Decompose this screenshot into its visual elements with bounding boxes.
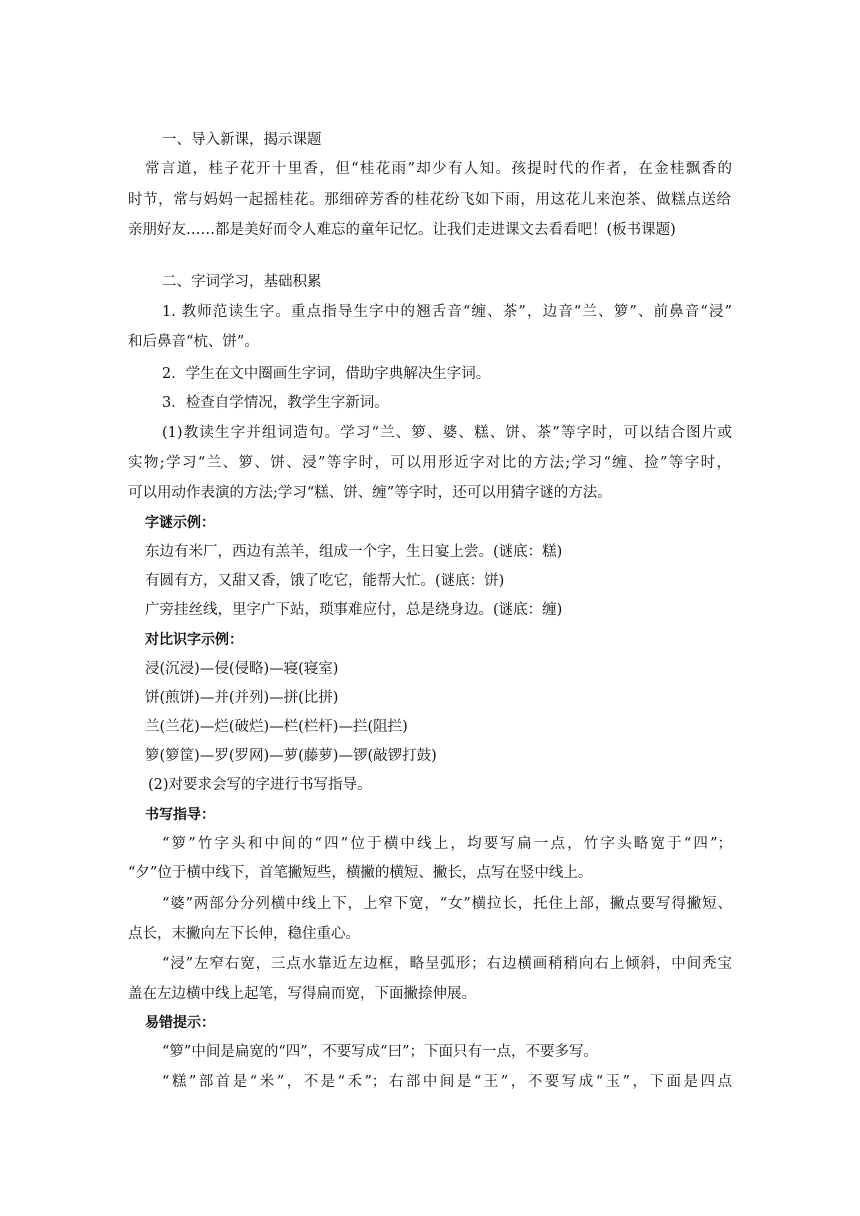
paragraph-line: 时节，常与妈妈一起摇桂花。那细碎芳香的桂花纷飞如下雨，用这花儿来泡茶、做糕点送给: [128, 192, 731, 208]
section-heading-1: 一、导入新课，揭示课题: [162, 132, 322, 148]
riddle-item: 东边有米厂，西边有羔羊，组成一个字，生日宴上尝。(谜底：糕): [145, 544, 563, 560]
paragraph-line: 亲朋好友……都是美好而令人难忘的童年记忆。让我们走进课文去看看吧！(板书课题): [128, 222, 676, 238]
paragraph-line: 盖在左边横中线上起笔，写得扁而宽，下面撇捺伸展。: [128, 986, 476, 1002]
paragraph-line: “婆”两部分分列横中线上下，上窄下宽，“女”横拉长，托住上部，撇点要写得撇短、: [162, 896, 732, 912]
paragraph-line: 常言道，桂子花开十里香，但“桂花雨”却少有人知。孩提时代的作者，在金桂飘香的: [145, 161, 732, 177]
riddle-item: 广旁挂丝线，里字广下站，琐事难应付，总是绕身边。(谜底：缠): [145, 602, 563, 618]
paragraph-line: 实物;学习“兰、箩、饼、浸”等字时，可以用形近字对比的方法;学习“缠、捡”等字时，: [128, 455, 731, 471]
paragraph-line: “夕”位于横中线下，首笔撇短些，横撇的横短、撇长，点写在竖中线上。: [128, 865, 593, 881]
compare-item: 饼(煎饼)—并(并列)—拼(比拼): [145, 690, 339, 706]
paragraph-line: 可以用动作表演的方法;学习“糕、饼、缠”等字时，还可以用猜字谜的方法。: [128, 485, 612, 501]
compare-title: 对比识字示例：: [145, 632, 243, 648]
paragraph-line: (1)教读生字并组词造句。学习“兰、箩、婆、糕、饼、茶”等字时，可以结合图片或: [162, 425, 732, 441]
paragraph-line: “糕”部首是“米”，不是“禾”；右部中间是“王”，不要写成“玉”，下面是四点: [162, 1074, 732, 1090]
paragraph-line: “箩”中间是扁宽的“四”，不要写成“曰”；下面只有一点，不要多写。: [162, 1044, 598, 1060]
paragraph-line: 和后鼻音“杭、饼”。: [128, 334, 259, 350]
paragraph-line: 1. 教师范读生字。重点指导生字中的翘舌音“缠、茶”，边音“兰、箩”、前鼻音“浸”: [162, 304, 732, 320]
paragraph-line: (2)对要求会写的字进行书写指导。: [148, 777, 372, 793]
paragraph-line: 3．检查自学情况，教学生字新词。: [162, 395, 389, 411]
riddle-title: 字谜示例：: [145, 515, 215, 531]
section-heading-2: 二、字词学习，基础积累: [162, 274, 322, 290]
paragraph-line: “浸”左窄右宽，三点水靠近左边框，略呈弧形；右边横画稍稍向右上倾斜，中间秃宝: [162, 956, 732, 972]
compare-item: 兰(兰花)—烂(破烂)—栏(栏杆)—拦(阻拦): [145, 719, 408, 735]
error-title: 易错提示：: [145, 1015, 215, 1031]
compare-item: 箩(箩筐)—罗(罗网)—萝(藤萝)—锣(敲锣打鼓): [145, 748, 437, 764]
writing-title: 书写指导：: [145, 807, 215, 823]
paragraph-line: “箩”竹字头和中间的“四”位于横中线上，均要写扁一点，竹字头略宽于“四”；: [162, 836, 732, 852]
paragraph-line: 点长，末撇向左下长伸，稳住重心。: [128, 926, 360, 942]
compare-item: 浸(沉浸)—侵(侵略)—寝(寝室): [145, 661, 339, 677]
paragraph-line: 2．学生在文中圈画生字词，借助字典解决生字词。: [162, 366, 491, 382]
riddle-item: 有圆有方，又甜又香，饿了吃它，能帮大忙。(谜底：饼): [145, 573, 505, 589]
